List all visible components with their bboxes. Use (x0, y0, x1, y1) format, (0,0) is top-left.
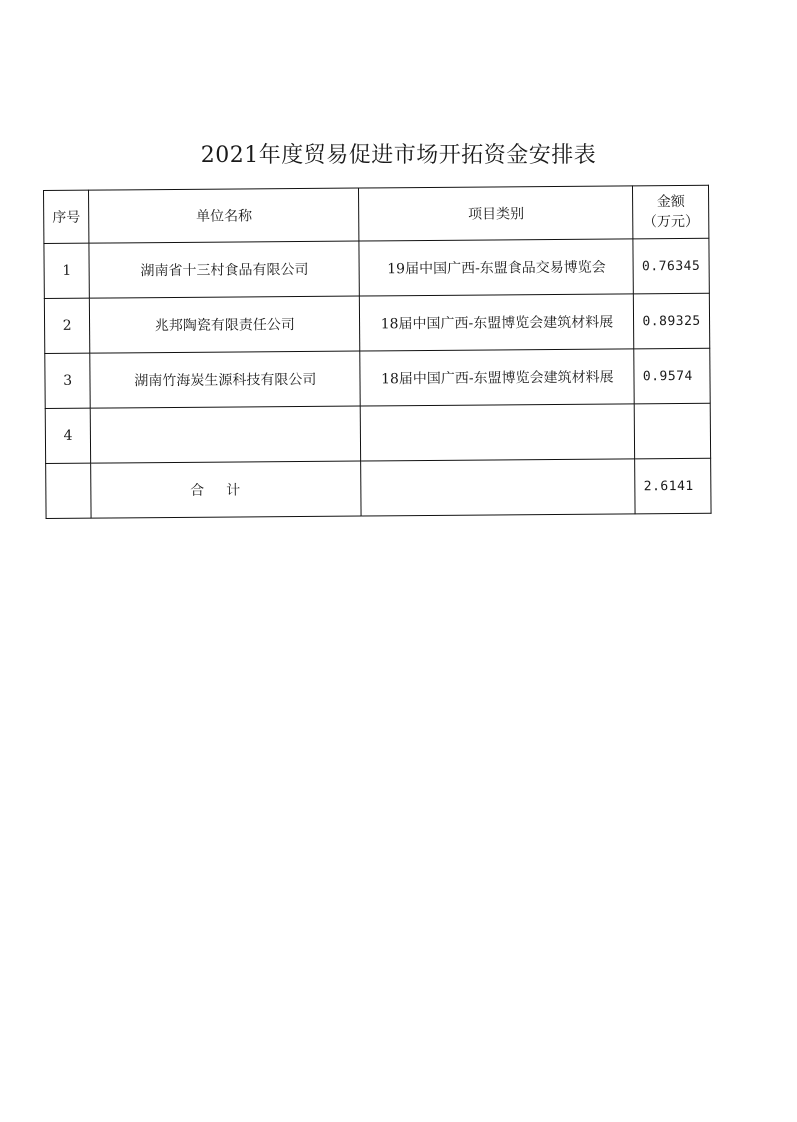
table-row (45, 348, 710, 408)
table-row (45, 403, 710, 463)
row-project-type: 18届中国广西-东盟博览会建筑材料展 (360, 294, 634, 351)
row-unit-name: 兆邦陶瓷有限责任公司 (90, 296, 360, 353)
header-unit-name: 单位名称 (89, 188, 359, 243)
header-seq: 序号 (44, 190, 90, 243)
row-amount (635, 403, 711, 459)
row-project-type: 18届中国广西-东盟博览会建筑材料展 (360, 349, 634, 406)
row-unit-name: 湖南竹海炭生源科技有限公司 (90, 351, 360, 408)
total-label: 合计 (91, 461, 361, 518)
header-amount (633, 185, 709, 239)
row-seq: 4 (45, 408, 91, 463)
row-seq: 1 (44, 243, 90, 298)
row-amount: 0.76345 (633, 238, 709, 294)
header-amount-label: 金额 (656, 193, 685, 211)
row-unit-name (91, 406, 361, 463)
header-amount-unit: （万元） (642, 213, 700, 231)
header-project-type: 项目类别 (359, 186, 633, 241)
page-title: 2021年度贸易促进市场开拓资金安排表 (200, 143, 597, 168)
row-project-type (361, 404, 635, 461)
row-project-type: 19届中国广西-东盟食品交易博览会 (359, 239, 633, 296)
total-seq-empty (46, 463, 92, 518)
total-project-empty (361, 459, 635, 516)
table-row (44, 238, 709, 298)
row-unit-name: 湖南省十三村食品有限公司 (89, 241, 359, 298)
row-amount: 0.9574 (634, 348, 710, 404)
total-amount: 2.6141 (635, 458, 711, 514)
table-header-row (44, 185, 709, 243)
row-seq: 3 (45, 353, 91, 408)
table-row (44, 293, 709, 353)
table-total-row (46, 458, 711, 518)
row-amount: 0.89325 (634, 293, 710, 349)
row-seq: 2 (44, 298, 90, 353)
allocation-table (43, 185, 712, 519)
